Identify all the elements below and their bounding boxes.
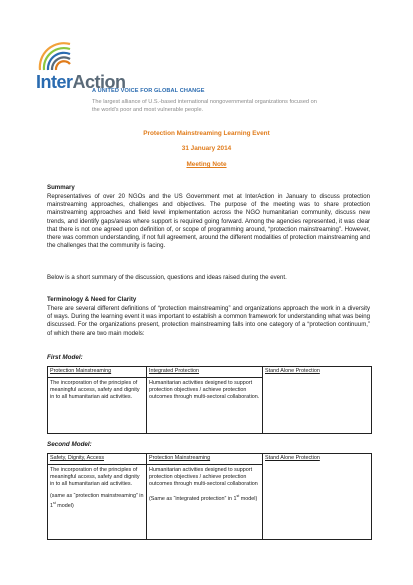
first-model-col1-body: The incorporation of the principles of meaningful access, safety and dignity in to all humanitarian aid activities. [48,378,147,434]
summary-heading: Summary [47,184,75,191]
second-model-table [47,453,372,540]
logo-tagline: A UNITED VOICE FOR GLOBAL CHANGE [92,88,205,94]
first-model-col2-body: Humanitarian activities designed to support protection objectives / achieve protection outcomes through multi-sectoral collaboration. [147,378,263,434]
logo-wordmark-main: Inter [36,72,73,92]
second-model-col1-note: (same as “protection mainstreaming” in 1st model) [50,493,144,509]
logo-subline: The largest alliance of U.S.-based international nongovernmental organizations focused on the world's poor and most vulnerable people. [92,99,317,113]
second-model-col2-note: (Same as “integrated protection” in 1st model) [149,494,258,502]
event-title: Protection Mainstreaming Learning Event [143,130,270,137]
first-model-table [47,366,372,434]
second-model-col1-cell [48,465,147,540]
second-model-col2-head: Protection Mainstreaming [147,454,263,465]
table-header-row [48,454,372,465]
document-type: Meeting Note [186,161,227,168]
first-model-col3-head: Stand Alone Protection [263,367,372,434]
terminology-heading: Terminology & Need for Clarity [47,296,137,303]
terminology-paragraph: There are several different definitions of “protection mainstreaming” and organizations approach the work in a diversity of ways. During the learning event it was important to establish a common framework for understanding what was being discussed. For the organizations present, protection mainstreaming falls into one category of a “protection continuum,” of which there are two main models: [47,305,370,337]
event-date: 31 January 2014 [181,145,232,152]
second-model-col3-head: Stand Alone Protection [263,454,372,540]
first-model-col2-head: Integrated Protection [147,367,263,378]
second-model-col1-head: Safety, Dignity, Access [48,454,147,465]
first-model-col1-head: Protection Mainstreaming [48,367,147,378]
second-model-col2-cell [147,465,263,540]
second-model-label: Second Model: [47,441,92,448]
summary-intro-line: Below is a short summary of the discussion, questions and ideas raised during the event. [47,274,287,281]
logo-wordmark-accent: Action [72,72,126,92]
table-header-row [48,367,372,378]
summary-paragraph: Representatives of over 20 NGOs and the US Government met at InterAction in January to discuss protection mainstreaming approaches, challenges and objectives. The purpose of the meeting was to share protection mainstreaming approaches and field level implementation across the NGO humanitarian community, discuss new trends, and identify gaps/areas where support is required going forward. Among the agencies represented, it was clear that there is not one agreed upon definition of, or scope of programming around, “protection mainstreaming”. However, there was common understanding, if not full agreement, around the different modalities of protection mainstreaming and the challenges that the community is facing. [47,193,370,250]
first-model-label: First Model: [47,354,83,361]
second-model-col1-body: The incorporation of the principles of meaningful access, safety and dignity in to all humanitarian aid activities. [50,467,140,487]
second-model-col2-body: Humanitarian activities designed to support protection objectives / achieve protection outcomes through multi-sectoral collaboration [149,467,258,487]
